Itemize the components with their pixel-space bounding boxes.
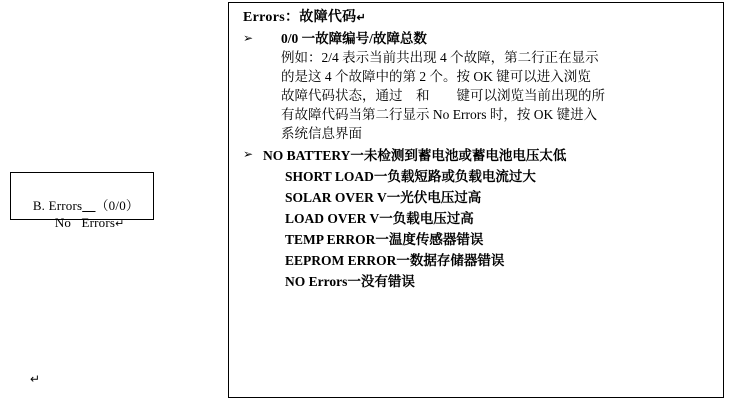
paragraph-mark-icon: ↵: [115, 218, 125, 230]
error-code-solar-over-v: SOLAR OVER V一光伏电压过高: [285, 190, 482, 205]
errors-description-box: [228, 2, 724, 398]
paragraph-mark-icon: ↵: [356, 12, 367, 24]
lcd-underscore: ＿: [82, 198, 96, 213]
lcd-label-errors: B. Errors: [32, 198, 83, 213]
section-title: [243, 11, 713, 25]
arrow-bullet-icon: ➢: [243, 31, 254, 45]
error-code-load-over-v: LOAD OVER V一负载电压过高: [285, 211, 474, 226]
error-code-no-battery: NO BATTERY一未检测到蓄电池或蓄电池电压太低: [263, 148, 567, 163]
example-line-5: 系统信息界面: [281, 126, 362, 141]
example-line-4: 有故障代码当第二行显示 No Errors 时，按 OK 键进入: [281, 107, 598, 122]
section-title-text: Errors：故障代码: [243, 10, 357, 25]
list-item-body: [263, 29, 713, 143]
lcd-line-2: [41, 199, 125, 247]
list-item: [241, 29, 713, 143]
error-code-short-load: SHORT LOAD一负载短路或负载电流过大: [285, 169, 536, 184]
example-line-1: 例如：2/4 表示当前共出现 4 个故障，第二行正在显示: [281, 50, 599, 65]
lcd-status-text: No Errors: [54, 215, 116, 230]
lcd-error-count: （0/0）: [95, 198, 140, 213]
stray-paragraph-mark-icon: ↵: [30, 372, 41, 386]
code-format-line: 0/0 一故障编号/故障总数: [281, 31, 427, 46]
example-line-2: 的是这 4 个故障中的第 2 个。按 OK 键可以进入浏览: [281, 69, 591, 84]
error-code-no-errors: NO Errors一没有错误: [285, 274, 415, 289]
arrow-bullet-icon: ➢: [243, 147, 254, 161]
example-line-3: 故障代码状态，通过 和 键可以浏览当前出现的所: [281, 88, 605, 103]
lcd-display-box: [10, 172, 154, 230]
error-code-list: [263, 145, 713, 292]
list-item: [241, 145, 713, 292]
error-code-eeprom-error: EEPROM ERROR一数据存储器错误: [285, 253, 505, 268]
error-code-temp-error: TEMP ERROR一温度传感器错误: [285, 232, 484, 247]
